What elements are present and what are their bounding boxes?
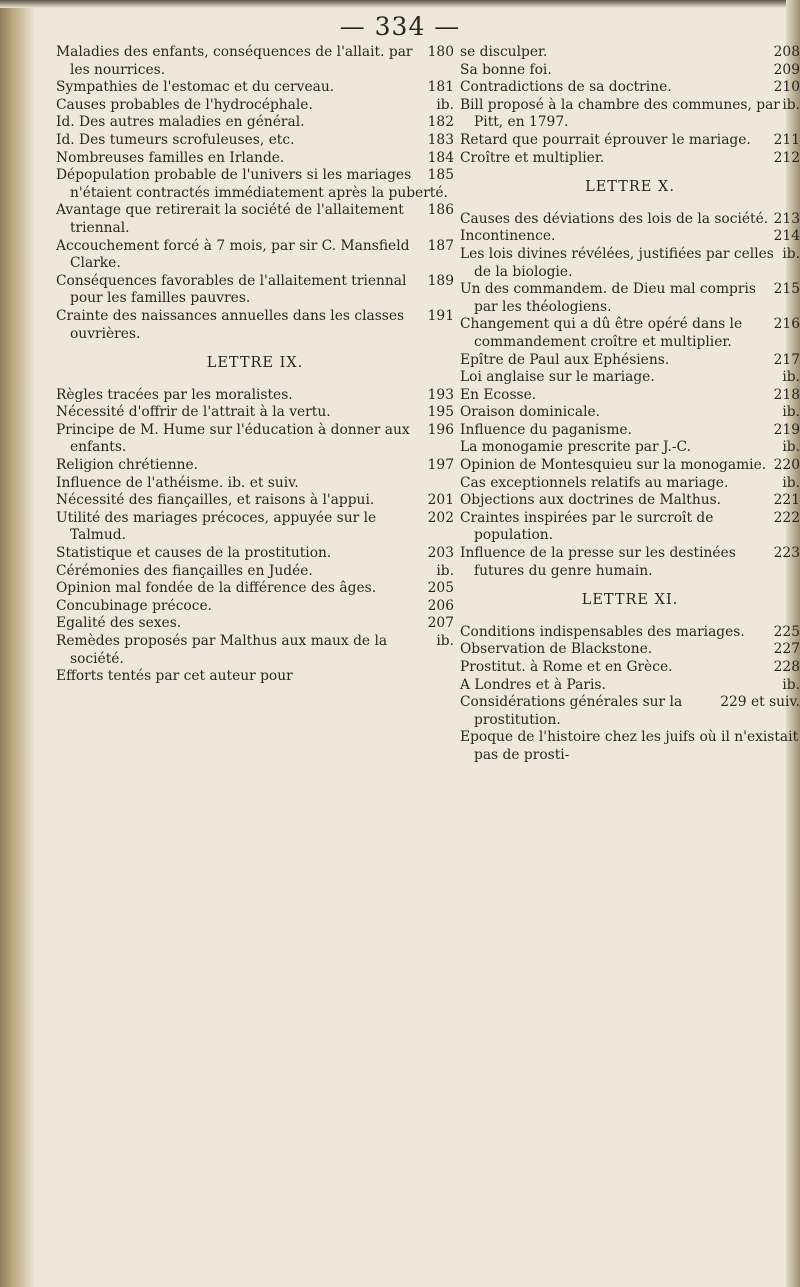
index-entry [56,202,454,237]
index-entry [460,694,800,729]
lettre-heading: LETTRE XI. [581,592,679,609]
index-entry [460,475,800,493]
index-entry [56,387,454,405]
entry-text: se disculper. [460,44,548,60]
entry-text: En Ecosse. [460,386,537,403]
entry-text: Objections aux doctrines de Malthus. [460,492,722,509]
index-entry [460,246,800,281]
index-entry [460,659,800,677]
entry-page-ref: 216 [773,316,800,333]
entry-text: Influence de la presse sur les destinées futures du genre humain. [460,545,736,579]
index-entry [56,545,454,563]
index-entry [56,97,454,115]
index-entry [460,422,800,440]
entry-text: Craintes inspirées par le surcroît de population. [460,509,714,544]
entry-text: Dépopulation probable de l'univers si les mariages n'étaient contractés immédiatement après la puberté. [56,167,448,201]
index-entry [460,387,800,405]
entry-page-ref: 220 [773,457,800,474]
entry-page-ref: ib. [782,404,800,421]
lettre-heading: LETTRE IX. [206,355,304,372]
entry-text: Avantage que retirerait la société de l'allaitement triennal. [56,202,404,236]
entry-page-ref: 219 [773,421,800,438]
index-entry [56,492,454,510]
entry-page-ref: 210 [773,79,800,96]
index-entry [56,475,454,493]
entry-page-ref: 193 [427,386,454,403]
entry-page-ref: 185 [427,167,454,184]
entry-text: Id. Des autres maladies en général. [56,114,305,131]
index-entry [460,352,800,370]
entry-text: Incontinence. [460,228,556,245]
entry-text: La monogamie prescrite par J.-C. [460,439,691,456]
index-entry [56,668,454,686]
entry-text: Accouchement forcé à 7 mois, par sir C. Mansfield Clarke. [56,237,410,272]
entry-text: Nombreuses familles en Irlande. [56,149,285,166]
entry-page-ref: ib. [782,369,800,386]
index-entry [56,114,454,132]
entry-text: Principe de M. Hume sur l'éducation à donner aux enfants. [56,421,410,456]
index-entry [460,44,800,62]
index-entry [460,457,800,475]
entry-text: Epître de Paul aux Ephésiens. [460,351,670,368]
entry-page-ref: 225 [773,623,800,640]
entry-page-ref: 183 [427,131,454,148]
entry-text: Causes probables de l'hydrocéphale. [56,96,313,113]
entry-page-ref: 189 [427,272,454,289]
index-entry [56,404,454,422]
entry-page-ref: 208 [773,44,800,60]
entry-text: A Londres et à Paris. [460,676,606,693]
entry-text: Influence de l'athéisme. ib. et suiv. [56,474,299,491]
entry-text: Changement qui a dû être opéré dans le commandement croître et multiplier. [460,316,743,350]
entry-page-ref: 218 [773,386,800,403]
index-entry [460,404,800,422]
entry-page-ref: ib. [782,474,800,491]
entry-page-ref: 201 [427,492,454,509]
index-entry [460,729,800,764]
entry-page-ref: ib. [782,676,800,693]
index-entry [460,62,800,80]
entry-text: Sympathies de l'estomac et du cerveau. [56,79,335,96]
entry-page-ref: 205 [427,580,454,597]
entry-page-ref: 206 [427,597,454,614]
entry-page-ref: ib. [782,439,800,456]
index-entry [56,79,454,97]
entry-text: Statistique et causes de la prostitution. [56,545,332,562]
entry-page-ref: 217 [773,351,800,368]
entry-text: Croître et multiplier. [460,149,605,166]
entry-page-ref: 187 [427,237,454,254]
entry-text: Crainte des naissances annuelles dans les classes ouvrières. [56,307,405,342]
index-entry [460,369,800,387]
entry-page-ref: 212 [773,149,800,166]
index-entry [56,167,454,202]
entry-page-ref: 213 [773,210,800,227]
entry-text: Opinion de Montesquieu sur la monogamie. [460,457,767,474]
entry-text: Observation de Blackstone. [460,641,653,658]
index-entry [56,580,454,598]
entry-text: Egalité des sexes. [56,615,182,632]
entry-text: Considérations générales sur la prostitution. [460,694,683,728]
index-entry [56,44,454,79]
entry-text: Prostitut. à Rome et en Grèce. [460,659,673,675]
entry-page-ref: 223 [773,545,800,562]
entry-text: Oraison dominicale. [460,404,601,421]
entry-text: Sa bonne foi. [460,61,552,78]
index-entry [460,316,800,351]
index-entry [460,150,800,168]
index-entry [460,641,800,659]
book-binding-shadow [0,0,34,1287]
entry-page-ref: 203 [427,545,454,562]
index-entry [56,510,454,545]
entry-page-ref: 207 [427,615,454,632]
index-entry [460,228,800,246]
entry-text: Opinion mal fondée de la différence des âges. [56,580,377,597]
entry-text: Maladies des enfants, conséquences de l'allait. par les nourrices. [56,44,413,78]
index-entry [56,563,454,581]
entry-page-ref: 222 [773,509,800,526]
index-column-left [56,44,454,686]
entry-page-ref: 180 [427,44,454,60]
index-entry [460,79,800,97]
entry-page-ref: 228 [773,659,800,675]
index-entry [460,439,800,457]
index-entry [460,281,800,316]
index-entry [56,598,454,616]
index-entry [460,211,800,229]
entry-text: Contradictions de sa doctrine. [460,79,672,96]
index-entry [56,150,454,168]
entry-text: Id. Des tumeurs scrofuleuses, etc. [56,131,295,148]
entry-page-ref: ib. [436,633,454,649]
entry-page-ref: 209 [773,61,800,78]
entry-text: Epoque de l'histoire chez les juifs où il n'existait pas de prosti- [460,729,799,763]
index-entry [56,633,454,668]
entry-text: Conditions indispensables des mariages. [460,623,745,640]
entry-text: Cas exceptionnels relatifs au mariage. [460,474,729,491]
entry-text: Loi anglaise sur le mariage. [460,369,655,386]
entry-page-ref: ib. [436,96,454,113]
entry-text: Causes des déviations des lois de la société. [460,210,769,227]
entry-page-ref: ib. [782,96,800,113]
entry-page-ref: 181 [427,79,454,96]
entry-text: Conséquences favorables de l'allaitement triennal pour les familles pauvres. [56,272,407,307]
entry-text: Remèdes proposés par Malthus aux maux de la société. [56,633,388,667]
index-column-right [460,44,800,765]
index-entry [460,132,800,150]
page-number: — 334 — [339,12,461,41]
index-entry [56,615,454,633]
entry-page-ref: 186 [427,202,454,219]
index-entry [56,273,454,308]
entry-page-ref: ib. [782,245,800,262]
entry-text: Efforts tentés par cet auteur pour [56,668,293,685]
entry-text: Les lois divines révélées, justifiées par celles de la biologie. [460,245,774,280]
entry-page-ref: 196 [427,421,454,438]
entry-text: Un des commandem. de Dieu mal compris par les théologiens. [460,281,756,315]
entry-text: Influence du paganisme. [460,421,632,438]
entry-page-ref: 191 [427,307,454,324]
entry-page-ref: 182 [427,114,454,131]
entry-text: Religion chrétienne. [56,457,199,474]
entry-text: Nécessité d'offrir de l'attrait à la vertu. [56,404,331,421]
entry-page-ref: 229 et suiv. [720,694,800,711]
entry-page-ref: 195 [427,404,454,421]
entry-page-ref: 214 [773,228,800,245]
entry-text: Retard que pourrait éprouver le mariage. [460,131,751,148]
index-entry [460,545,800,580]
index-entry [460,624,800,642]
entry-text: Utilité des mariages précoces, appuyée sur le Talmud. [56,509,377,544]
index-entry [56,308,454,343]
index-entry [460,97,800,132]
index-entry [460,677,800,695]
entry-text: Nécessité des fiançailles, et raisons à l'appui. [56,492,375,509]
entry-page-ref: 211 [773,131,800,148]
entry-page-ref: ib. [436,562,454,579]
entry-page-ref: 221 [773,492,800,509]
entry-text: Bill proposé à la chambre des communes, par Pitt, en 1797. [460,96,780,131]
entry-page-ref: 197 [427,457,454,474]
entry-text: Cérémonies des fiançailles en Judée. [56,562,313,579]
index-entry [460,492,800,510]
entry-text: Concubinage précoce. [56,597,213,614]
entry-page-ref: 227 [773,641,800,658]
index-entry [56,238,454,273]
index-entry [56,132,454,150]
page-top-edge [0,0,800,8]
index-entry [56,422,454,457]
entry-page-ref: 202 [427,509,454,526]
index-entry [56,457,454,475]
index-entry [460,510,800,545]
entry-page-ref: 215 [773,281,800,298]
entry-text: Règles tracées par les moralistes. [56,386,293,403]
lettre-heading: LETTRE X. [585,179,675,196]
entry-page-ref: 184 [427,149,454,166]
